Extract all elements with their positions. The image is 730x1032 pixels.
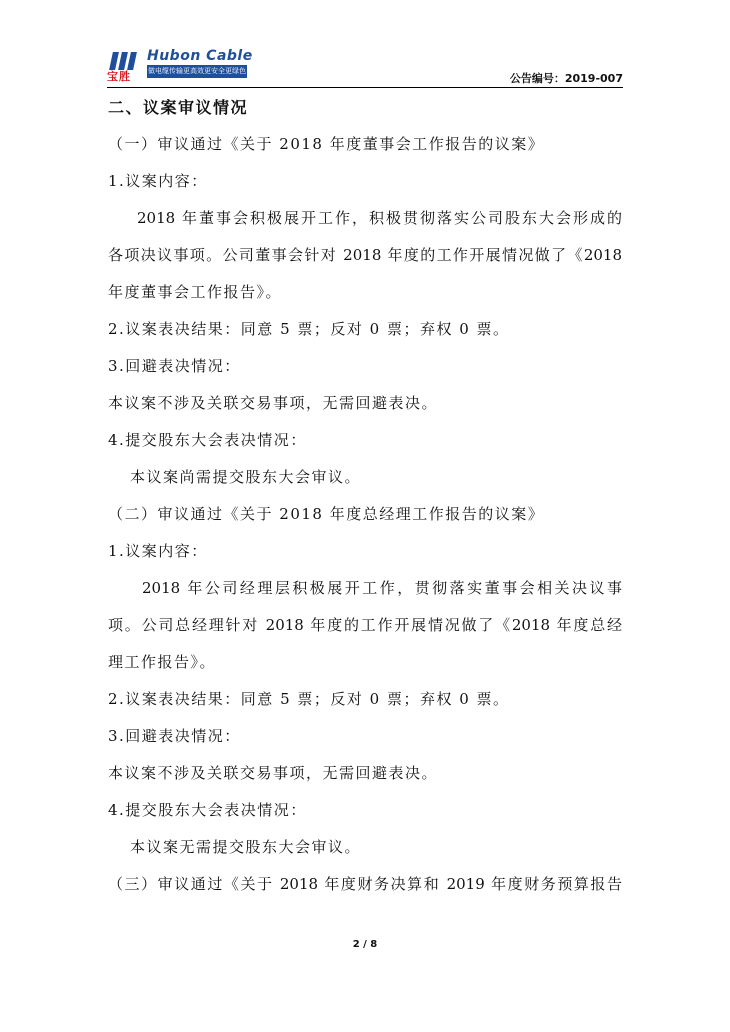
motion-content-label: 1.议案内容： [108, 542, 208, 560]
recusal-label: 3.回避表决情况： [108, 727, 241, 745]
paragraph-line: 理工作报告》。 [108, 653, 217, 671]
page-number: 2 / 8 [352, 939, 378, 950]
paragraph-line: 2018 年公司经理层积极展开工作，贯彻落实董事会相关决议事 [142, 579, 622, 597]
recusal-detail: 本议案不涉及关联交易事项，无需回避表决。 [108, 764, 439, 782]
paragraph-line: 2018 年董事会积极展开工作，积极贯彻落实公司股东大会形成的 [137, 209, 622, 227]
vote-result: 2.议案表决结果：同意 5 票；反对 0 票；弃权 0 票。 [108, 320, 510, 338]
motion-title: （二）审议通过《关于 2018 年度总经理工作报告的议案》 [108, 505, 545, 523]
motion-title: （三）审议通过《关于 2018 年度财务决算和 2019 年度财务预算报告 [108, 875, 622, 893]
paragraph-line: 各项决议事项。公司董事会针对 2018 年度的工作开展情况做了《2018 [108, 246, 622, 264]
logo-brand-name: Hubon Cable [147, 48, 253, 64]
company-logo [107, 50, 257, 82]
recusal-label: 3.回避表决情况： [108, 357, 241, 375]
header-divider [107, 87, 623, 88]
shareholder-vote-label: 4.提交股东大会表决情况： [108, 801, 307, 819]
paragraph-line: 项。公司总经理针对 2018 年度的工作开展情况做了《2018 年度总经 [108, 616, 622, 634]
announcement-number: 公告编号：2019-007 [509, 72, 623, 85]
shareholder-vote-label: 4.提交股东大会表决情况： [108, 431, 307, 449]
paragraph-line: 年度董事会工作报告》。 [108, 283, 283, 301]
logo-mark-icon [107, 50, 147, 82]
motion-title: （一）审议通过《关于 2018 年度董事会工作报告的议案》 [108, 135, 545, 153]
section-heading: 二、议案审议情况 [108, 98, 249, 117]
motion-content-label: 1.议案内容： [108, 172, 208, 190]
vote-result: 2.议案表决结果：同意 5 票；反对 0 票；弃权 0 票。 [108, 690, 510, 708]
logo-chinese-name: 宝胜 [107, 70, 131, 83]
shareholder-vote-detail: 本议案尚需提交股东大会审议。 [130, 468, 362, 486]
page-header [107, 42, 623, 88]
shareholder-vote-detail: 本议案无需提交股东大会审议。 [130, 838, 362, 856]
document-body [108, 89, 622, 903]
recusal-detail: 本议案不涉及关联交易事项，无需回避表决。 [108, 394, 439, 412]
logo-slogan: 做电缆传输更高效更安全更绿色 [147, 65, 247, 78]
